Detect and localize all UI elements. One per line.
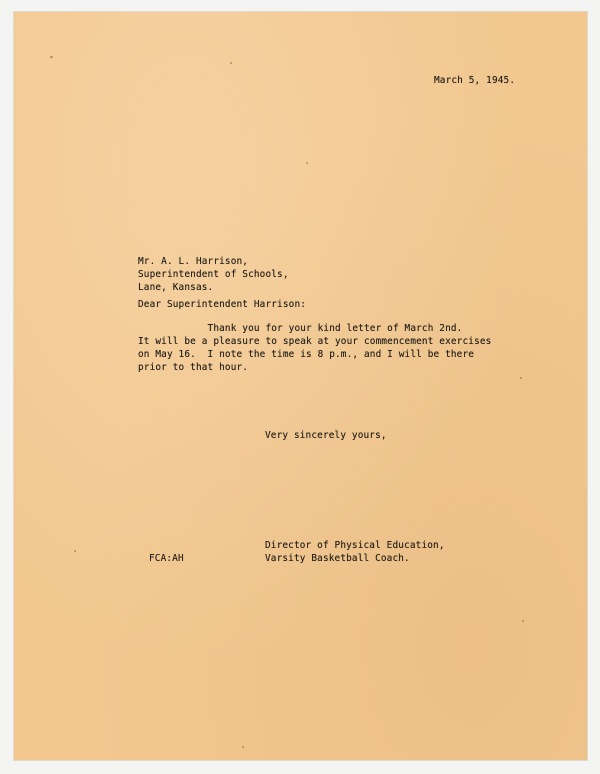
paper-speck [520,377,522,379]
body-line: It will be a pleasure to speak at your commencement exercises [138,336,492,347]
paper-speck [242,746,244,748]
signature-title-line: Varsity Basketball Coach. [265,553,410,564]
signature-block [265,539,445,565]
paper-speck [50,56,53,58]
body-line: on May 16. I note the time is 8 p.m., and I will be there [138,349,475,360]
letter-date: March 5, 1945. [434,75,516,86]
salutation: Dear Superintendent Harrison: [138,299,307,310]
recipient-address [138,255,289,294]
complimentary-closing: Very sincerely yours, [265,430,387,441]
address-line: Lane, Kansas. [138,282,214,293]
address-line: Mr. A. L. Harrison, [138,256,249,267]
paper-speck [230,62,232,64]
paper-speck [522,620,524,622]
body-line: Thank you for your kind letter of March 2nd. [138,323,463,334]
signature-title-line: Director of Physical Education, [265,540,445,551]
paper-speck [306,162,308,164]
paper-speck [74,550,76,552]
body-line: prior to that hour. [138,362,249,373]
letter-page [14,12,587,760]
letter-body [138,322,491,374]
address-line: Superintendent of Schools, [138,269,289,280]
reference-initials: FCA:AH [149,553,184,564]
